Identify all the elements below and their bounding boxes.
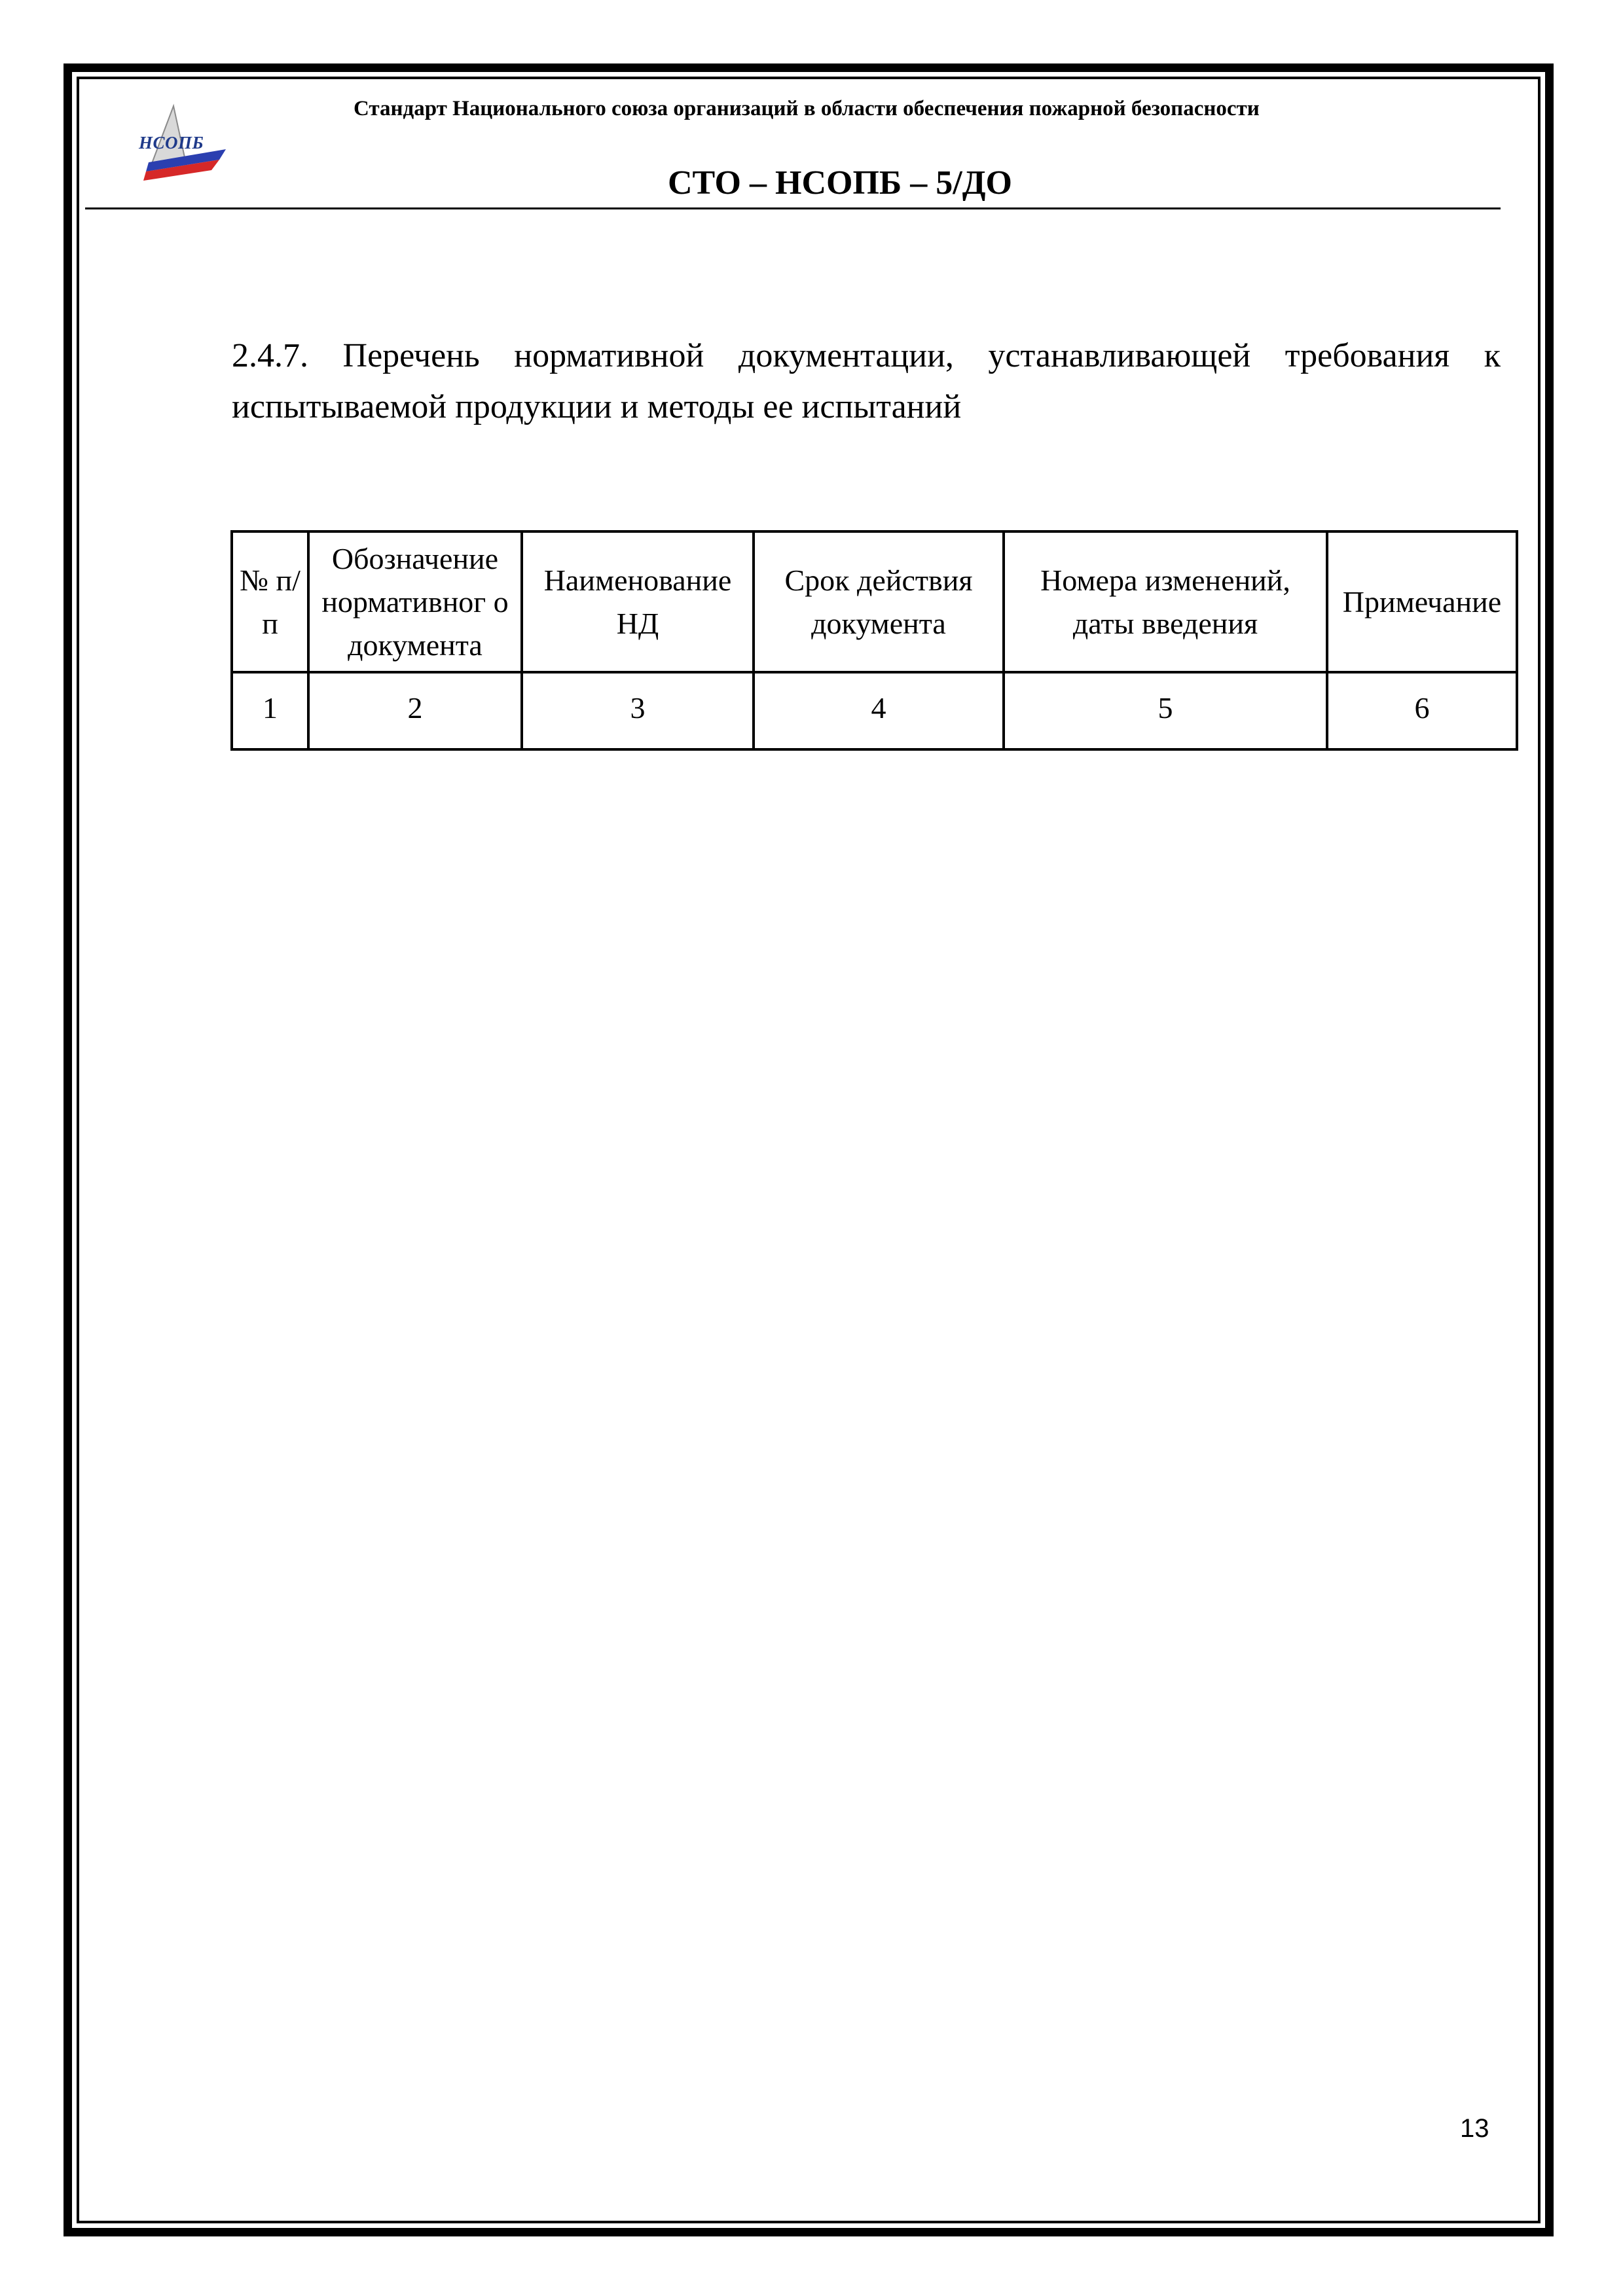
table-cell: 2 (308, 672, 522, 749)
column-header-number: № п/п (232, 531, 308, 672)
table-cell: 3 (522, 672, 754, 749)
section-heading: 2.4.7. Перечень нормативной документации, устанавливающей требования к испытываемой продукции и методы ее испытаний (232, 337, 1501, 425)
document-code: СТО – НСОПБ – 5/ДО (668, 164, 1012, 202)
logo-text: НСОПБ (139, 133, 204, 152)
table-cell: 5 (1004, 672, 1327, 749)
table-cell: 1 (232, 672, 308, 749)
normative-documents-table (230, 530, 1518, 751)
column-header-name: Наименование НД (522, 531, 754, 672)
page-number: 13 (1460, 2114, 1489, 2143)
column-header-designation: Обозначение нормативног о документа (308, 531, 522, 672)
header-divider (85, 207, 1501, 209)
table-row (232, 672, 1517, 749)
column-header-amendments: Номера изменений, даты введения (1004, 531, 1327, 672)
table-cell: 6 (1327, 672, 1517, 749)
table-cell: 4 (754, 672, 1004, 749)
column-header-validity: Срок действия документа (754, 531, 1004, 672)
organization-title: Стандарт Национального союза организаций в области обеспечения пожарной безопасности (354, 97, 1260, 120)
table-header-row (232, 531, 1517, 672)
column-header-note: Примечание (1327, 531, 1517, 672)
